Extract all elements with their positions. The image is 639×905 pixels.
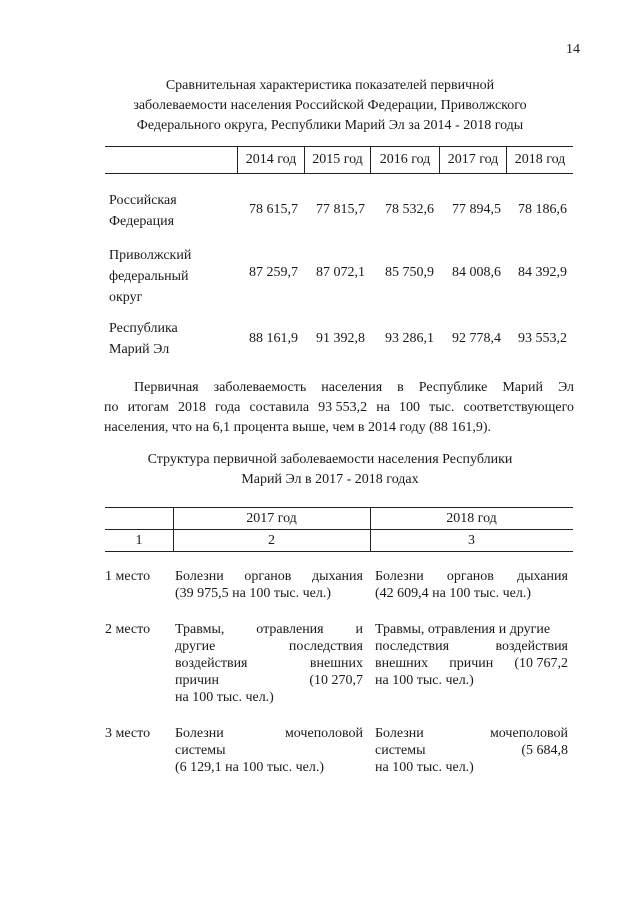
- word: в: [397, 380, 404, 395]
- word: внешних: [375, 656, 429, 671]
- word: на: [376, 400, 390, 415]
- table-rule: [105, 173, 573, 174]
- paragraph-line: [104, 378, 574, 398]
- word: Первичная: [134, 380, 199, 395]
- table-cell: 87 072,1: [316, 265, 365, 280]
- table-cell: 78 615,7: [249, 202, 298, 217]
- place-2-2017-cell: [175, 621, 363, 706]
- word: системы: [375, 743, 426, 758]
- word: внешних: [309, 656, 363, 671]
- word: мочеполовой: [489, 726, 568, 741]
- title-line: Марий Эл в 2017 - 2018 годах: [241, 472, 419, 487]
- table2-title: [90, 450, 570, 490]
- paragraph-line: населения, что на 6,1 процента выше, чем в 2014 году (88 161,9).: [104, 420, 491, 435]
- row-label-line: Федерация: [109, 214, 175, 229]
- table-cell: 84 392,9: [518, 265, 567, 280]
- cell-line: [175, 672, 363, 689]
- title-line: заболеваемости населения Российской Федерации, Приволжского: [133, 98, 527, 113]
- row-label-line: федеральный: [109, 269, 189, 284]
- cell-line: (6 129,1 на 100 тыс. чел.): [175, 760, 325, 775]
- morbidity-comparison-table: [105, 146, 573, 376]
- table-cell: 77 815,7: [316, 202, 365, 217]
- row-label: [109, 318, 229, 360]
- word: отравления: [256, 622, 324, 637]
- row-label-line: Приволжский: [109, 248, 192, 263]
- place-1-2017-cell: [175, 568, 363, 602]
- word: Болезни: [175, 569, 224, 584]
- word: Болезни: [175, 726, 224, 741]
- table-cell: 93 286,1: [385, 331, 434, 346]
- word: года: [215, 400, 241, 415]
- cell-line: на 100 тыс. чел.): [375, 673, 474, 688]
- table-cell: 77 894,5: [452, 202, 501, 217]
- column-header-2018: 2018 год: [446, 511, 497, 526]
- place-3-2018-cell: [375, 725, 568, 776]
- word: 93 553,2: [318, 400, 368, 415]
- year-header: 2016 год: [370, 147, 439, 173]
- row-label-line: округ: [109, 290, 143, 305]
- word: (5 684,8: [521, 743, 568, 758]
- word: мочеполовой: [284, 726, 363, 741]
- cell-line: [375, 725, 568, 742]
- word: дыхания: [517, 569, 568, 584]
- column-number: 1: [135, 533, 143, 548]
- morbidity-structure-table: [105, 507, 573, 552]
- column-header-2017: 2017 год: [246, 511, 297, 526]
- column-number: 2: [268, 533, 275, 548]
- word: последствия: [375, 639, 450, 654]
- cell-line: [175, 568, 363, 585]
- word: по: [104, 400, 119, 415]
- word: Болезни: [375, 726, 424, 741]
- cell-line: [175, 638, 363, 655]
- row-label-line: Российская: [109, 193, 177, 208]
- cell-line: [375, 742, 568, 759]
- word: составила: [249, 400, 310, 415]
- cell-line: на 100 тыс. чел.): [175, 690, 274, 705]
- summary-paragraph: [104, 378, 574, 438]
- table-cell: 78 532,6: [385, 202, 434, 217]
- table-cell: 85 750,9: [385, 265, 434, 280]
- cell-line: [175, 655, 363, 672]
- year-header: 2017 год: [439, 147, 506, 173]
- paragraph-line: [104, 398, 574, 418]
- cell-line: системы: [175, 743, 226, 758]
- word: органов: [446, 569, 494, 584]
- word: органов: [244, 569, 292, 584]
- word: воздействия: [495, 639, 568, 654]
- page-number: 14: [566, 42, 580, 57]
- word: 100: [399, 400, 421, 415]
- cell-line: [175, 725, 363, 742]
- table-cell: 92 778,4: [452, 331, 501, 346]
- title-line: Сравнительная характеристика показателей первичной: [165, 78, 495, 93]
- word: (10 270,7: [309, 673, 363, 688]
- table-cell: 91 392,8: [316, 331, 365, 346]
- word: заболеваемость: [213, 380, 307, 395]
- title-line: Федерального округа, Республики Марий Эл за 2014 - 2018 годы: [136, 118, 524, 133]
- place-1-2018-cell: [375, 568, 568, 602]
- place-label: 2 место: [105, 622, 151, 637]
- title-line: Структура первичной заболеваемости населения Республики: [147, 452, 513, 467]
- place-label: 3 место: [105, 726, 151, 741]
- place-2-2018-cell: [375, 621, 568, 689]
- word: 2018: [177, 400, 206, 415]
- word: причин: [449, 656, 494, 671]
- table-cell: 93 553,2: [518, 331, 567, 346]
- word: итогам: [127, 400, 169, 415]
- word: тыс.: [429, 400, 455, 415]
- column-number: 3: [468, 533, 475, 548]
- row-label-line: Марий Эл: [109, 342, 170, 357]
- word: соответствующего: [463, 400, 574, 415]
- word: Болезни: [375, 569, 424, 584]
- cell-line: Травмы, отравления и другие: [375, 622, 551, 637]
- word: Травмы,: [175, 622, 225, 637]
- table1-title: [90, 76, 570, 136]
- cell-line: [375, 655, 568, 672]
- year-header: 2015 год: [304, 147, 370, 173]
- word: воздействия: [175, 656, 248, 671]
- table-cell: 87 259,7: [249, 265, 298, 280]
- year-header: 2014 год: [237, 147, 304, 173]
- cell-line: на 100 тыс. чел.): [375, 760, 474, 775]
- cell-line: (42 609,4 на 100 тыс. чел.): [375, 586, 532, 601]
- cell-line: [375, 568, 568, 585]
- cell-line: [375, 638, 568, 655]
- word: другие: [175, 639, 216, 654]
- word: дыхания: [312, 569, 363, 584]
- cell-line: [175, 621, 363, 638]
- place-label: 1 место: [105, 569, 151, 584]
- table-rule: [105, 551, 573, 552]
- table-cell: 78 186,6: [518, 202, 567, 217]
- word: Марий: [502, 380, 543, 395]
- row-label-line: Республика: [109, 321, 178, 336]
- table-cell: 84 008,6: [452, 265, 501, 280]
- word: причин: [175, 673, 220, 688]
- row-label: [109, 245, 229, 308]
- word: Эл: [557, 380, 574, 395]
- year-header: 2018 год: [506, 147, 573, 173]
- row-label: [109, 190, 229, 232]
- table-cell: 88 161,9: [249, 331, 298, 346]
- word: населения: [321, 380, 383, 395]
- word: последствия: [288, 639, 363, 654]
- place-3-2017-cell: [175, 725, 363, 776]
- cell-line: (39 975,5 на 100 тыс. чел.): [175, 586, 332, 601]
- word: (10 767,2: [514, 656, 568, 671]
- word: Республике: [418, 380, 488, 395]
- word: и: [355, 622, 363, 637]
